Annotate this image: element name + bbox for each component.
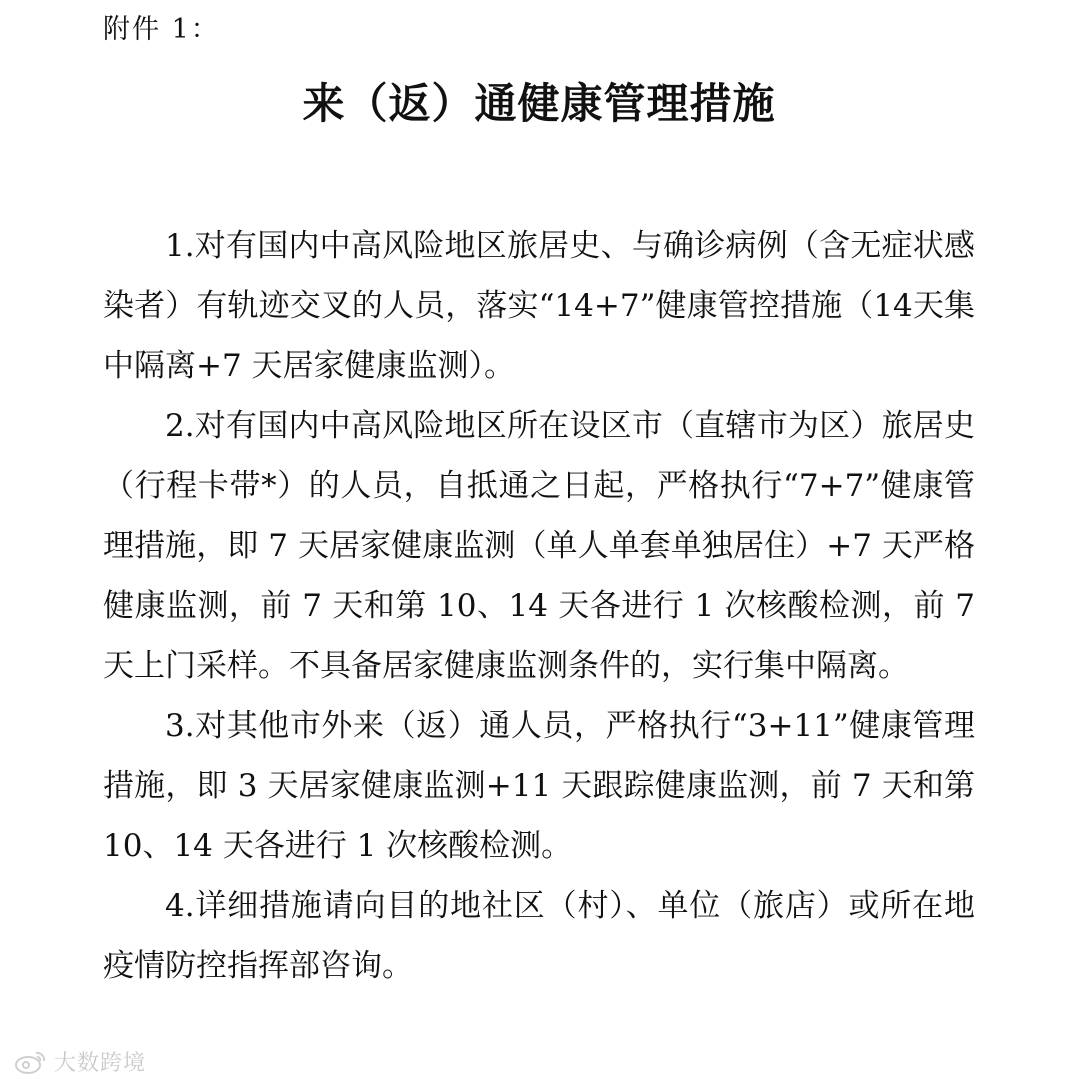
attachment-label: 附件 1： bbox=[103, 14, 220, 45]
paragraph-3: 3.对其他市外来（返）通人员，严格执行“3+11”健康管理措施，即 3 天居家健康监测+11 天跟踪健康监测，前 7 天和第 10、14 天各进行 1 次核酸检测。 bbox=[103, 708, 975, 864]
document-body bbox=[103, 216, 975, 996]
watermark bbox=[14, 1046, 146, 1077]
paragraph-2: 2.对有国内中高风险地区所在设区市（直辖市为区）旅居史（行程卡带*）的人员，自抵通之日起，严格执行“7+7”健康管理措施，即 7 天居家健康监测（单人单套单独居住）+7 天严格健康监测，前 7 天和第 10、14 天各进行 1 次核酸检测，前 7 天上门采样。不具备居家健康监测条件的，实行集中隔离。 bbox=[103, 408, 975, 684]
document-title: 来（返）通健康管理措施 bbox=[302, 79, 776, 128]
paragraph-1: 1.对有国内中高风险地区旅居史、与确诊病例（含无症状感染者）有轨迹交叉的人员，落实“14+7”健康管控措施（14天集中隔离+7 天居家健康监测）。 bbox=[103, 228, 975, 384]
weibo-logo-icon bbox=[14, 1049, 48, 1075]
paragraph-4: 4.详细措施请向目的地社区（村）、单位（旅店）或所在地疫情防控指挥部咨询。 bbox=[103, 888, 975, 984]
watermark-text: 大数跨境 bbox=[54, 1051, 147, 1076]
